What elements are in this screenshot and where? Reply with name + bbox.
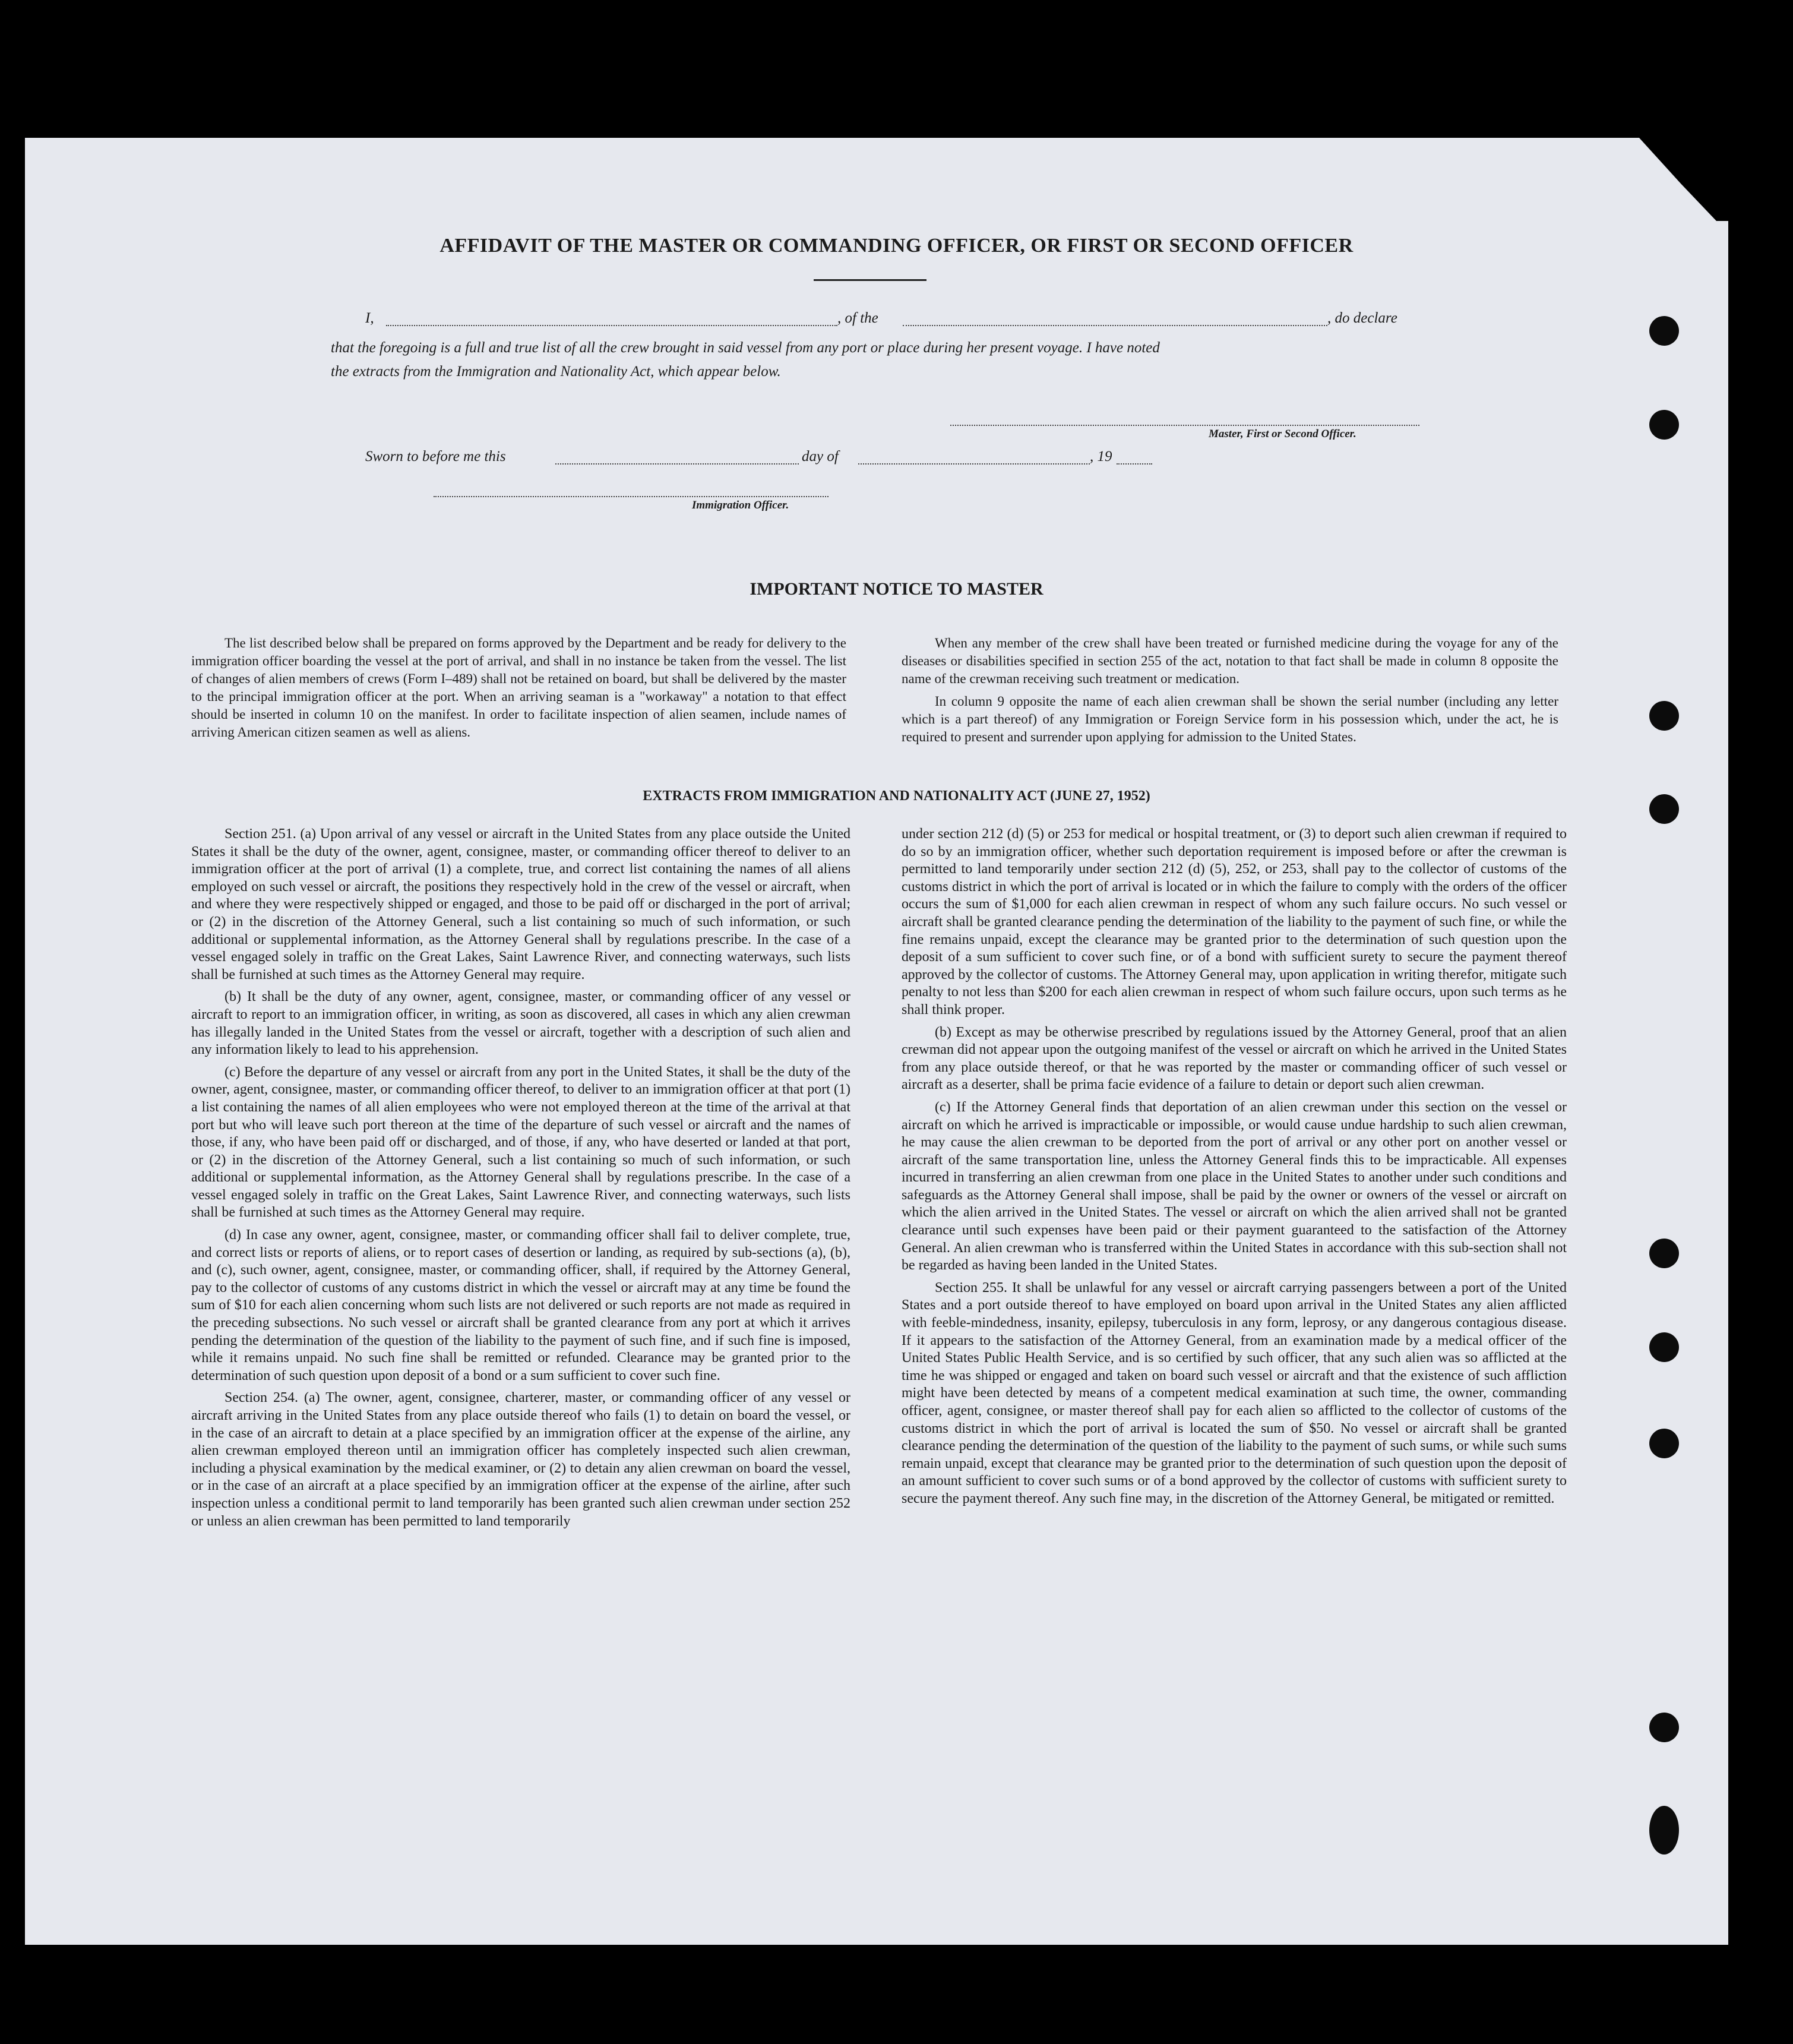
sworn-label: Sworn to before me this [365,448,506,465]
binder-hole [1649,1332,1679,1362]
declaration-line-3: the extracts from the Immigration and Nationality Act, which appear below. [331,364,781,380]
day-of-label: day of [802,448,839,465]
officer-signature-caption: Immigration Officer. [692,499,789,511]
officer-signature-field[interactable] [434,496,828,497]
section-paragraph: (c) If the Attorney General finds that deportation of an alien crewman under this section on the vessel or aircraft on which he arrived is impracticable or impossible, or would cause undue hardship to such alien crewman, he may cause the alien crewman to be deported from the port of arrival or any other port on another vessel or aircraft of the same transportation line, unless the Attorney General finds this to be impracticable. All expenses incurred in transferring an alien crewman from one place in the United States to another under such conditions and safeguards as the Attorney General shall impose, shall be paid by the owner or owners of the vessel or aircraft on which the alien arrived in the United States. The vessel or aircraft on which the alien arrived shall not be granted clearance until such expenses have been paid or their payment guaranteed to the satisfaction of the Attorney General. An alien crewman who is transferred within the United States in accordance with this sub-section shall not be regarded as having been landed in the United States. [902,1099,1567,1274]
declare-label: , do declare [1327,310,1397,326]
extracts-right-column [902,826,1567,1513]
section-paragraph: (b) It shall be the duty of any owner, agent, consignee, master, or commanding officer of any vessel or aircraft to report to an immigration officer, in writing, as soon as discovered, all cases in which any alien crewman has illegally landed in the United States from the vessel or aircraft, together with a description of such alien and any information likely to lead to his apprehension. [191,989,850,1058]
binder-hole [1649,1429,1679,1458]
section-paragraph: Section 255. It shall be unlawful for any vessel or aircraft carrying passengers between a port of the United States and a port outside thereof to have employed on board upon arrival in the United States any alien afflicted with feeble-mindedness, insanity, epilepsy, tuberculosis in any form, leprosy, or any dangerous contagious disease. If it appears to the satisfaction of the Attorney General, from an examination made by a medical officer of the United States Public Health Service, and is so certified by such officer, that any such alien was so afflicted at the time he was shipped or engaged and taken on board such vessel or aircraft and that the existence of such affliction might have been detected by means of a competent medical examination at such time, the owner, commanding officer, agent, consignee, or master thereof shall pay for each alien so afflicted to the collector of customs of the customs district in which the port of arrival is located the sum of $50. No vessel or aircraft shall be granted clearance pending the determination of the question of the liability to the payment of such sums, or while such sums remain unpaid, except that clearance may be granted prior to the determination of such question upon the deposit of an amount sufficient to cover such sums or of a bond approved by the collector of customs with sufficient surety to secure the payment thereof. Any such fine may, in the discretion of the Attorney General, be mitigated or remitted. [902,1280,1567,1506]
declaration-line-2: that the foregoing is a full and true list of all the crew brought in said vessel from any port or place during her present voyage. I have noted [331,340,1160,356]
binder-hole [1649,701,1679,731]
notice-paragraph: The list described below shall be prepared on forms approved by the Department and be ready for delivery to the immigration officer boarding the vessel at the port of arrival, and shall in no instance be taken from the vessel. The list of changes of alien members of crews (Form I–489) shall not be retained on board, but shall be delivered by the master to the principal immigration officer at the port. When an arriving seaman is a "workaway" a notation to that effect should be inserted in column 10 on the manifest. In order to facilitate inspection of alien seamen, include names of arriving American citizen seamen as well as aliens. [191,636,846,740]
notice-paragraph: In column 9 opposite the name of each alien crewman shall be shown the serial number (including any letter which is a part thereof) of any Immigration or Foreign Service form in his possession which, under the act, he is required to present and surrender upon applying for admission to the United States. [902,694,1558,744]
affidavit-title: AFFIDAVIT OF THE MASTER OR COMMANDING OFFICER, OR FIRST OR SECOND OFFICER [439,235,1354,257]
master-signature-caption: Master, First or Second Officer. [1209,428,1356,440]
binder-hole [1649,316,1679,346]
year-label: , 19 [1090,448,1112,465]
declarant-label: I, [365,310,374,326]
sworn-year-field[interactable] [1117,463,1152,465]
section-paragraph: (d) In case any owner, agent, consignee, master, or commanding officer shall fail to deliver complete, true, and correct lists or reports of aliens, or to report cases of desertion or landing, as required by sub-sections (a), (b), and (c), such owner, agent, consignee, master, or commanding officer, shall, if required by the Attorney General, pay to the collector of customs of any customs district in which the vessel or aircraft may at any time be found the sum of $10 for each alien concerning whom such lists are not delivered or such reports are not made as required in the preceding subsections. No such vessel or aircraft shall be granted clearance from any port at which it arrives pending the determination of the question of the liability to the payment of such fine, and if such fine is imposed, while it remains unpaid. No such fine shall be remitted or refunded. Clearance may be granted prior to the determination of such question upon deposit of a bond or a sum sufficient to cover such fine. [191,1227,850,1383]
section-paragraph: (c) Before the departure of any vessel or aircraft from any port in the United States, it shall be the duty of the owner, agent, consignee, master, or commanding officer thereof, to deliver to an immigration officer at that port (1) a list containing the names of all alien employees who were not employed thereon at the time of the arrival at that port but who will leave such port thereon at the time of the departure of such vessel or aircraft and the names of those, if any, who have been paid off or discharged, and of those, if any, who have deserted or landed at that port, or (2) in the discretion of the Attorney General, such a list containing so much of such information, or such additional or supplemental information, as the Attorney General shall by regulations prescribe. In the case of a vessel engaged solely in traffic on the Great Lakes, Saint Lawrence River, and connecting waterways, such lists shall be furnished at such times as the Attorney General may require. [191,1064,850,1221]
sworn-day-field[interactable] [555,463,799,465]
sworn-month-field[interactable] [858,463,1090,465]
section-paragraph: (b) Except as may be otherwise prescribed by regulations issued by the Attorney General, proof that an alien crewman did not appear upon the outgoing manifest of the vessel or aircraft on which he arrived in the United States from any place outside thereof, or that he was reported by the master or commanding officer of such vessel or aircraft as a deserter, shall be prima facie evidence of a failure to detain or deport such alien crewman. [902,1024,1567,1093]
title-rule [814,279,926,281]
binder-hole [1649,1239,1679,1268]
notice-right-column [902,634,1558,751]
extracts-title: EXTRACTS FROM IMMIGRATION AND NATIONALITY ACT (JUNE 27, 1952) [643,788,1150,804]
notice-paragraph: When any member of the crew shall have been treated or furnished medicine during the voyage for any of the diseases or disabilities specified in section 255 of the act, notation to that fact shall be made in column 8 opposite the name of the crewman receiving such treatment or medication. [902,636,1558,686]
binder-hole [1649,1806,1679,1855]
vessel-name-field[interactable] [903,325,1327,326]
section-paragraph: Section 254. (a) The owner, agent, consignee, charterer, master, or commanding officer of any vessel or aircraft arriving in the United States from any place outside thereof who fails (1) to detain on board the vessel, or in the case of an aircraft to detain at a place specified by an immigration officer at the expense of the airline, any alien crewman employed thereon until an immigration officer has completely inspected such alien crewman, including a physical examination by the medical examiner, or (2) to detain any alien crewman on board the vessel, or in the case of an aircraft at a place specified by an immigration officer at the expense of the airline, after such inspection unless a conditional permit to land temporarily has been granted such alien crewman under section 252 or unless an alien crewman has been permitted to land temporarily [191,1390,850,1529]
master-signature-field[interactable] [950,425,1419,426]
declarant-name-field[interactable] [386,325,837,326]
vessel-label: , of the [837,310,878,326]
binder-hole [1649,1713,1679,1742]
notice-title: IMPORTANT NOTICE TO MASTER [750,579,1043,599]
section-paragraph: Section 251. (a) Upon arrival of any vessel or aircraft in the United States from any place outside the United States it shall be the duty of the owner, agent, consignee, master, or commanding officer thereof to deliver to an immigration officer at the port of arrival (1) a complete, true, and correct list containing the names of all aliens employed on such vessel or aircraft, the positions they respectively hold in the crew of the vessel or aircraft, when and where they were respectively shipped or engaged, and those to be paid off or discharged in the port of arrival; or (2) in the discretion of the Attorney General, such a list containing so much of such information, or such additional or supplemental information, as the Attorney General shall by regulations prescribe. In the case of a vessel engaged solely in traffic on the Great Lakes, Saint Lawrence River, and connecting waterways, such lists shall be furnished at such times as the Attorney General may require. [191,826,850,982]
section-paragraph: under section 212 (d) (5) or 253 for medical or hospital treatment, or (3) to deport such alien crewman if required to do so by an immigration officer, whether such deportation requirement is imposed before or after the crewman is permitted to land temporarily under section 212 (d) (5), 252, or 253, shall pay to the collector of customs of the customs district in which the port of arrival is located or in which the failure to comply with the orders of the officer occurs the sum of $1,000 for each alien crewman in respect of whom any such failure occurs. No such vessel or aircraft shall be granted clearance pending the determination of the liability to the payment of such fine, or while the fine remains unpaid, except the clearance may be granted prior to the determination of such question upon the deposit of a sum sufficient to cover such fine, or of a bond with sufficient surety to secure the payment thereof approved by the collector of customs. The Attorney General may, upon application in writing therefor, mitigate such penalty to not less than $200 for each alien crewman in respect of whom such failure occurs, upon such terms as he shall think proper. [902,826,1567,1018]
extracts-left-column [191,826,850,1535]
notice-left-column [191,634,846,746]
binder-hole [1649,410,1679,440]
